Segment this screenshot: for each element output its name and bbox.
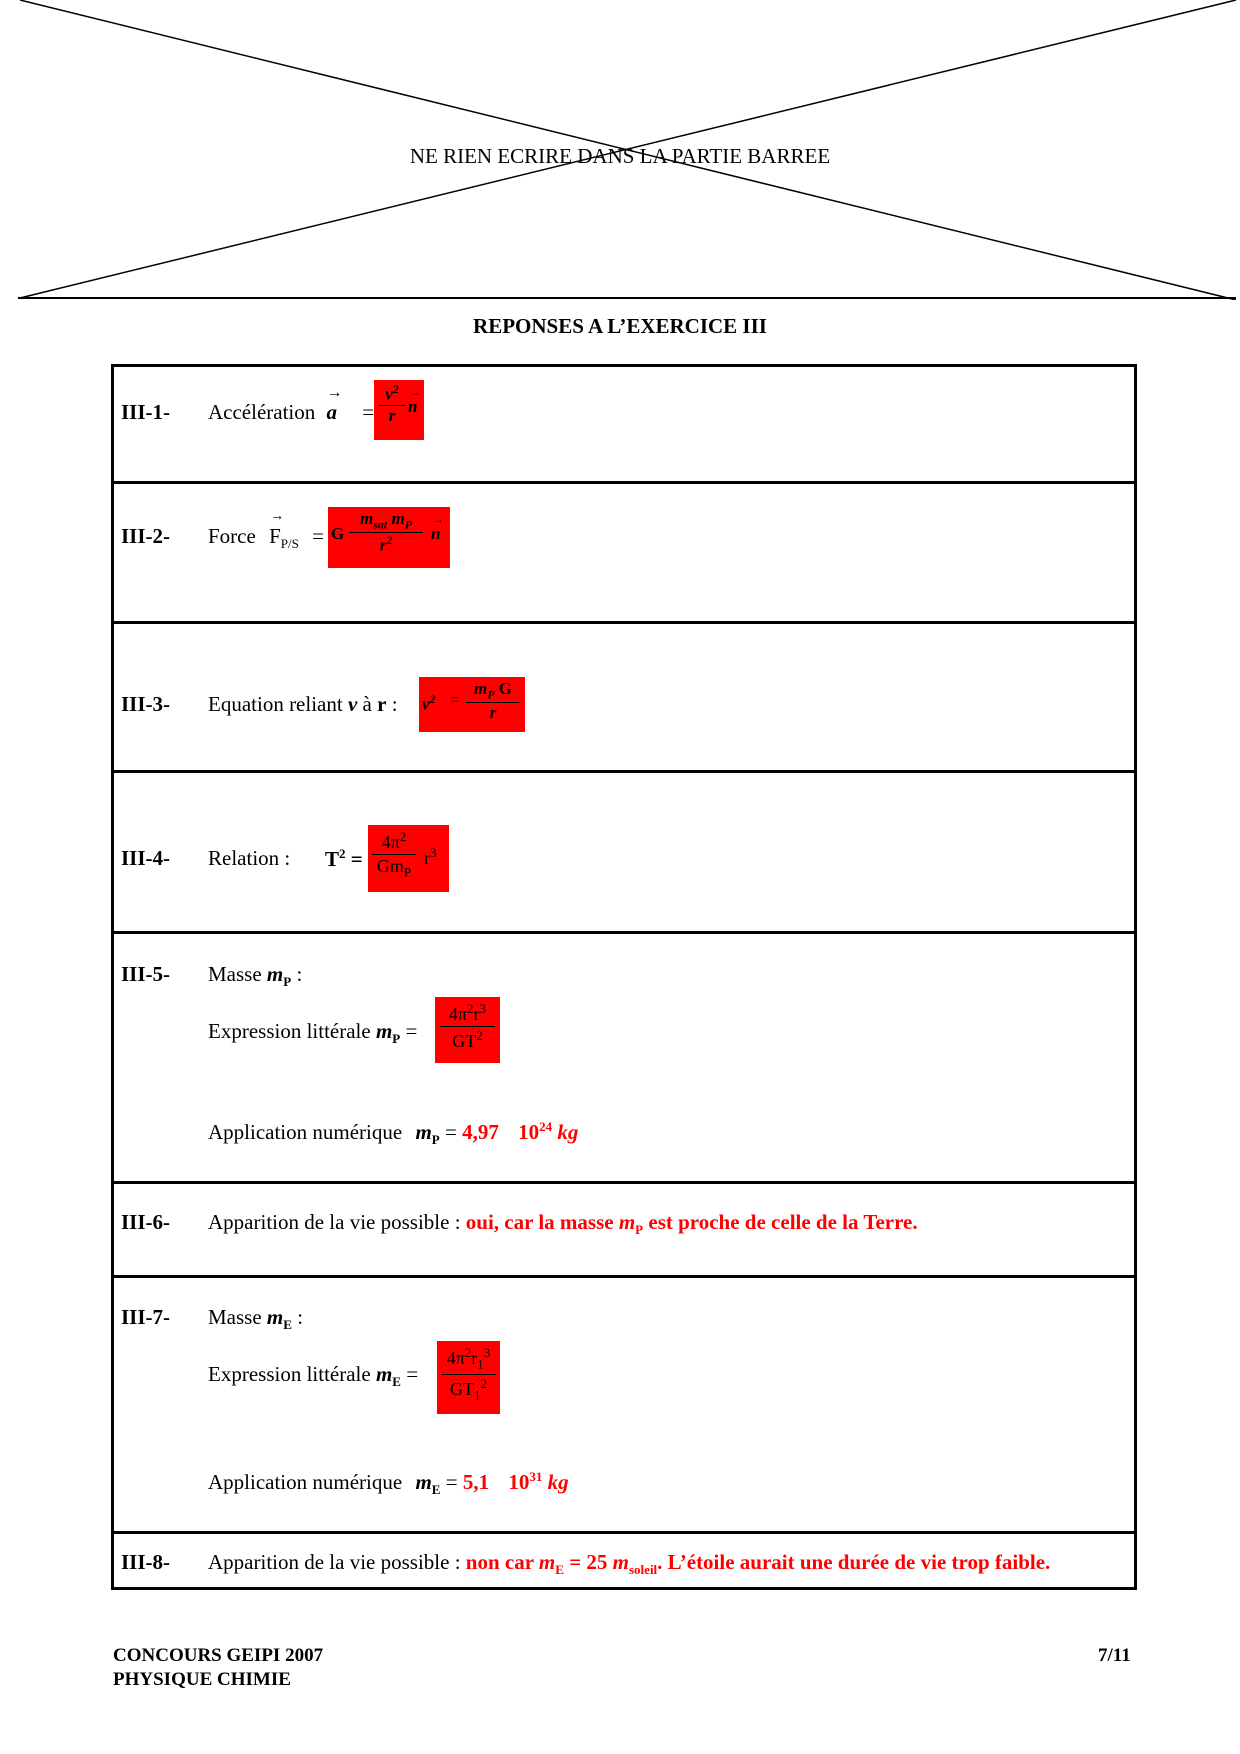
row-label: III-3-	[121, 692, 171, 716]
answer-box: $4\pi^2r^3$ $GT^2$	[435, 997, 500, 1063]
mass-value: 5,1	[462, 1470, 490, 1494]
vector-a: → a	[326, 384, 343, 424]
row-iii-1	[114, 367, 1134, 484]
answer-box: $4\pi^2$ $Gm_P$ $r^3$	[368, 825, 449, 892]
mass-title: Masse $m_P$ :	[208, 962, 303, 990]
answer-text: non car $m_E = 25$ $m_{soleil}$. L’étoile aurait une durée de vie trop faible.	[465, 1550, 1051, 1578]
row-label: III-7-	[121, 1305, 171, 1329]
var-v: v	[347, 692, 358, 716]
page-title: REPONSES A L’EXERCICE III	[473, 314, 767, 338]
numeric-application: Application numérique $m_E = 5,1$ $10^{31}$ kg	[208, 1469, 569, 1498]
relation-lhs: $T^2$ =	[325, 846, 363, 871]
force-label: Force	[208, 524, 256, 548]
answer-box: G $m_{sat}$ $m_P$ $r^2$ n →	[328, 507, 450, 568]
row-text: Equation reliant v à r :	[208, 692, 398, 716]
row-label: III-2-	[121, 524, 171, 548]
row-iii-4	[114, 773, 1134, 934]
expression-label: Expression littérale $m_E$ =	[208, 1362, 419, 1390]
answer-box: $v^2$ r n →	[374, 380, 424, 440]
numeric-application: Application numérique $m_P = 4,97$ $10^{24}$ kg	[208, 1119, 579, 1148]
row-iii-8	[114, 1534, 1134, 1590]
answer-box: $4\pi^2r_1^3$ $GT_1^2$	[437, 1341, 500, 1414]
row-iii-3	[114, 624, 1134, 773]
row-text: Apparition de la vie possible : oui, car la masse $m_P$ est proche de celle de la Terre.	[208, 1210, 918, 1238]
answer-box: $v^2$ = $m_P$ G r	[419, 677, 525, 732]
row-iii-5	[114, 934, 1134, 1184]
row-text: Accélération → a =	[208, 384, 375, 424]
row-label: III-4-	[121, 846, 171, 870]
row-text: Apparition de la vie possible : non car $m_E = 25$ $m_{soleil}$. L’étoile aurait une durée de vie trop faible.	[208, 1550, 1051, 1578]
var-r: r	[377, 692, 387, 716]
row-iii-7	[114, 1278, 1134, 1534]
row-label: III-8-	[121, 1550, 171, 1574]
answer-text: oui, car la masse $m_P$ est proche de celle de la Terre.	[465, 1210, 918, 1238]
force-symbol: F	[269, 524, 281, 548]
row-iii-6	[114, 1184, 1134, 1278]
mass-title: Masse $m_E$ :	[208, 1305, 304, 1333]
force-subscript: P/S	[280, 536, 299, 552]
row-label: III-1-	[121, 400, 171, 424]
row-iii-2	[114, 484, 1134, 624]
row-label: III-6-	[121, 1210, 171, 1234]
page-number: 7/11	[1098, 1645, 1131, 1666]
answer-table	[111, 364, 1137, 1590]
expression-label: Expression littérale $m_P$ =	[208, 1019, 418, 1047]
mass-value: 4,97	[462, 1120, 499, 1144]
footer-subject: PHYSIQUE CHIMIE	[113, 1669, 291, 1690]
row-text: Force → $F_{P/S}$ =	[208, 509, 324, 552]
row-label: III-5-	[121, 962, 171, 986]
row-text: Relation :	[208, 846, 291, 870]
footer-contest: CONCOURS GEIPI 2007	[113, 1645, 324, 1666]
acceleration-label: Accélération	[208, 400, 316, 424]
crossed-notice: NE RIEN ECRIRE DANS LA PARTIE BARREE	[409, 144, 831, 168]
